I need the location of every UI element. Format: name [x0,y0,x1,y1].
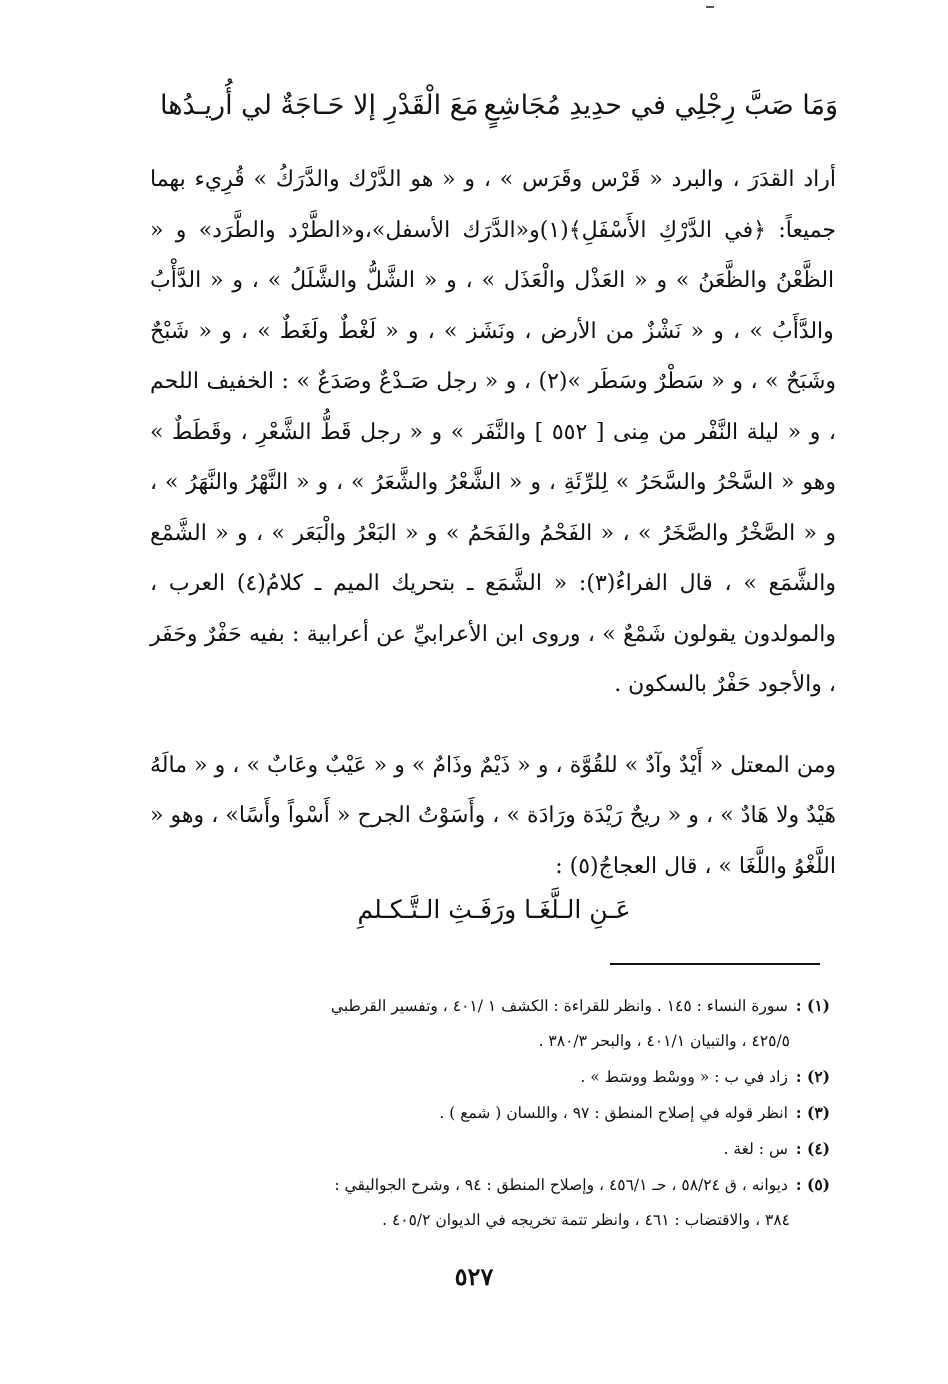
footnote-number: (٥) : [795,1175,830,1194]
footnote-2 [150,1059,830,1095]
footnote-number: (٢) : [795,1067,830,1086]
footnote-text: ٤٢٥/٥ ، والتبيان ٤٠١/١ ، والبحر ٣٨٠/٣ . [538,1032,790,1050]
footnote-text: ديوانه ، ق ٥٨/٢٤ ، حـ ٤٥٦/١ ، وإصلاح المنطق : ٩٤ ، وشرح الجواليقي : [334,1176,788,1194]
text-line: العرب ، والمولدون يقولون شَمْعٌ » ، وروى ابن الأعرابيِّ عن أعرابية : بفيه [150,571,836,647]
text-line: وشَبَحٌ » ، و « سَطْرٌ وسَطَر »(٢) ، و « رجل صَـدْعٌ وصَدَعٌ » : الخفيف [198,369,837,394]
text-line: وأَسًا» ، وهو « اللَّغْوُ واللَّغَا » ، قال العجاجُ(٥) : [150,803,836,879]
footnote-text: انظر قوله في إصلاح المنطق : ٩٧ ، واللسان ( شمع ) . [439,1104,788,1122]
footnote-text: ٣٨٤ ، والاقتضاب : ٤٦١ ، وانظر تتمة تخريجه في الديوان ٤٠٥/٢ . [382,1211,790,1229]
text-line: و « مالَهُ هَيْدٌ ولا هَادٌ » ، و « ريحٌ رَيْدَة ورَادَة » ، وأَسَوْتُ الجرح « أَسْواً [150,752,837,828]
footnote-text: زاد في ب : « ووسْط ووسَط » . [580,1068,788,1086]
verse-left-hemistich: مَعَ الْقَدْرِ إلا حَـاجَةٌ لي أُريـدُها [160,90,479,121]
paragraph-2 [150,741,836,893]
text-line: والنَّهَرُ » ، و « الصَّخْرُ والصَّخَرُ » ، « الفَحْمُ والفَحَمُ » و « البَعْرُ والْبَعَر » ، [150,470,836,546]
poetry-verse-top [160,90,838,121]
text-line: و « الظَّعْنُ والظَّعَنُ » و « العَذْل والْعَذَل » ، و « الشَّلُّ والشَّلَلُ » ، و « الدَّأْبُ [150,217,835,293]
footnote-1 [150,988,830,1024]
text-line: حَفْرٌ وحَفَر ، والأجود حَفْرٌ بالسكون . [150,621,836,697]
scan-mark [706,6,714,8]
page-number: ٥٢٧ [454,1262,494,1291]
paragraph-1 [150,155,836,711]
footnote-5 [150,1167,830,1203]
footnote-number: (٤) : [795,1139,830,1158]
footnote-5-continuation [150,1203,830,1238]
footnotes [150,988,830,1238]
verse-right-hemistich: وَمَا صَبَّ رِجْلِي في حدِيدِ مُجَاشِعٍ [483,90,838,121]
text-line: ومن المعتل « أَيْدٌ وآدٌ » للقُوَّة ، و « ذَيْمٌ وذَامٌ » و « عَيْبٌ وعَابٌ » ، [225,752,836,778]
footnote-divider [610,963,820,965]
poetry-verse-bottom: عَـنِ الـلَّغَـا ورَفَـثِ الـتَّـكـلمِ [357,895,631,924]
text-line: بهما جميعاً: ﴿في الدَّرْكِ الأَسْفَلِ﴾(١)و«الدَّرَك الأسفل»،و«الطَّرْد والطَّرَد» [150,167,837,243]
footnote-3 [150,1095,830,1131]
text-line: اللحم ، و « ليلة النَّفْر من مِنى [ ٥٥٢ ] والنَّفَر » و « رجل قَطُّ الشَّعْرِ ، [150,369,837,445]
footnote-text: سورة النساء : ١٤٥ . وانظر للقراءة : الكشف ١ /٤٠١ ، وتفسير القرطبي [330,997,788,1015]
footnote-number: (١) : [795,996,830,1015]
footnote-text: س : لغة . [723,1140,788,1158]
text-line: و « الشَّمْع والشَّمَع » ، قال الفراءُ(٣): « الشَّمَع ـ بتحريك الميم ـ كلامُ(٤) [150,520,837,596]
footnote-1-continuation [150,1024,830,1059]
body-text [150,155,836,892]
footnote-4 [150,1131,830,1167]
text-line: والدَّأَبُ » ، و « نَشْزٌ من الأرض ، ونَشَز » ، و « لَغْطٌ ولَغَطٌ » ، و « شَبْحٌ [150,318,834,344]
text-line: وقَطَطٌ » وهو « السَّحْرُ والسَّحَرُ » لِلرِّئَةِ ، و « الشَّعْرُ والشَّعَرُ » ، و « النَّهْرُ [150,419,836,495]
text-line: أراد القدَرَ ، والبرد « قَرْس وقَرَس » ، و « هو الدَّرْك والدَّرَكُ » قُرِيء [185,167,836,192]
footnote-number: (٣) : [795,1103,830,1122]
